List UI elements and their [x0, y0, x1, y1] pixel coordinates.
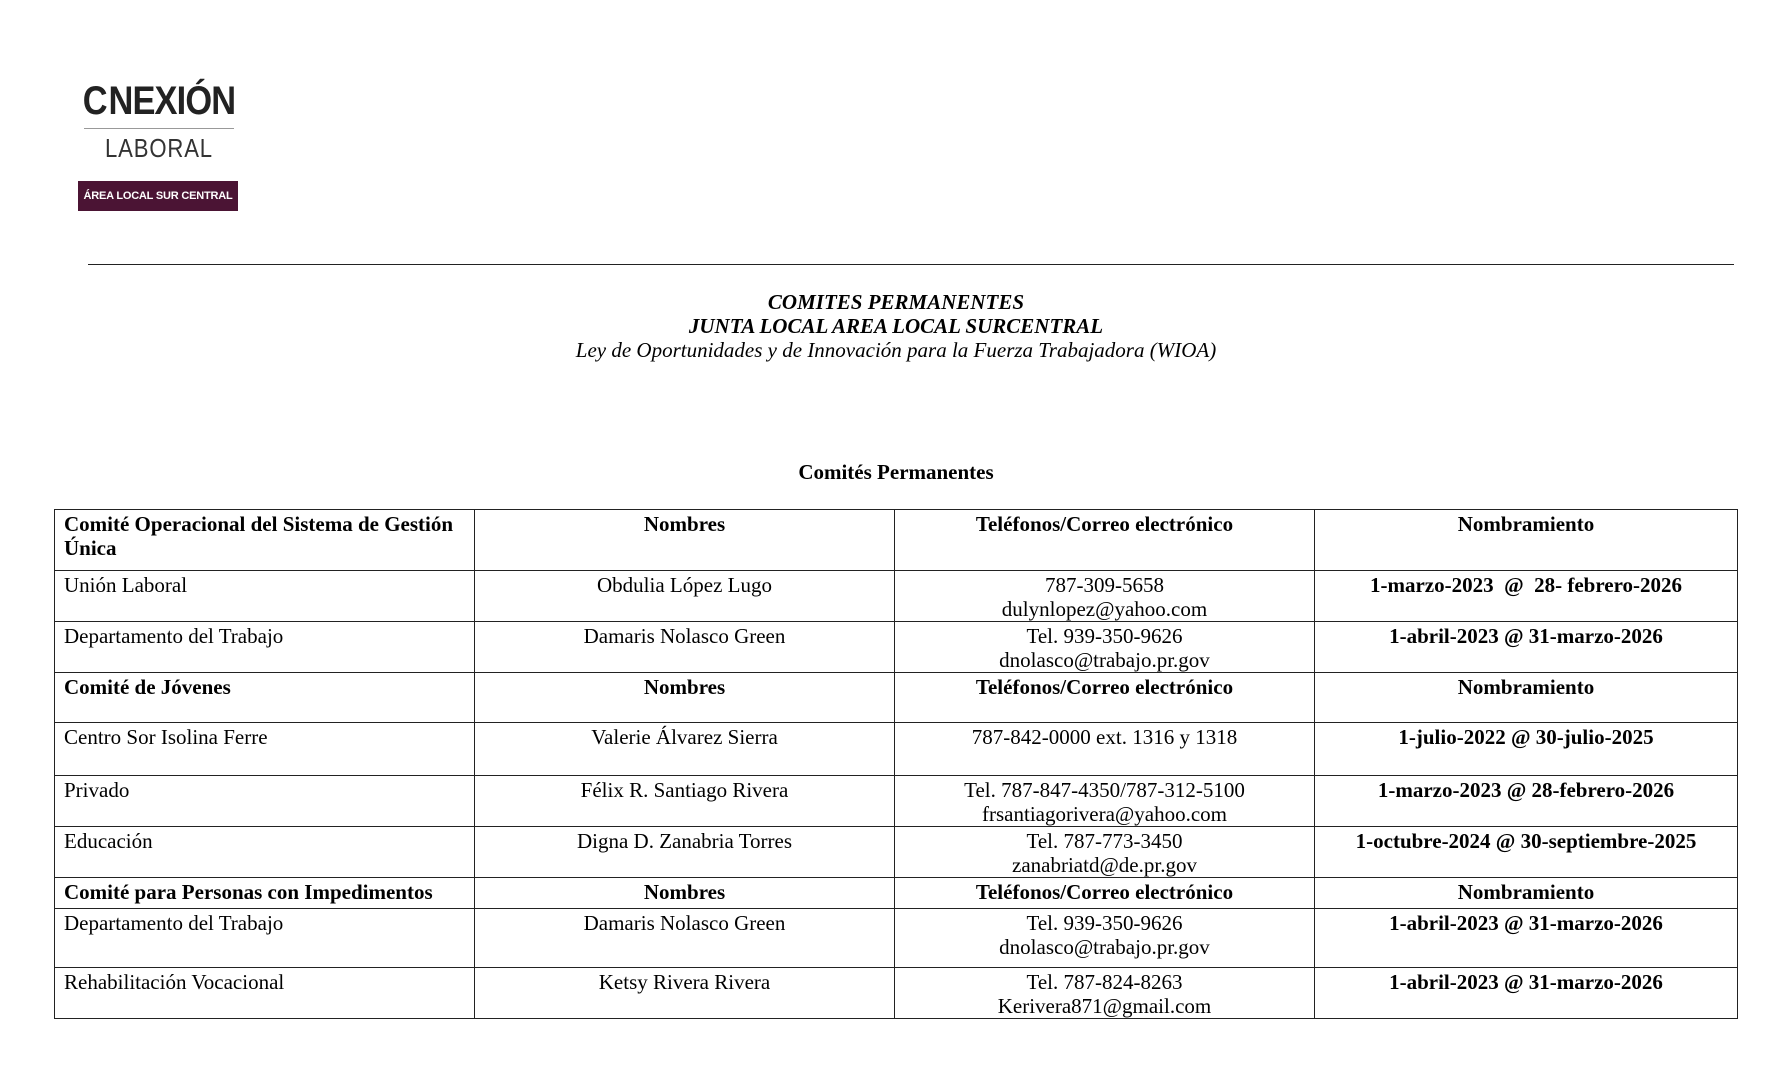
name-cell: Félix R. Santiago Rivera	[475, 776, 895, 827]
term-cell: 1-abril-2023 @ 31-marzo-2026	[1315, 968, 1738, 1019]
phone-text: 787-842-0000 ext. 1316 y 1318	[971, 725, 1238, 749]
term-cell: 1-abril-2023 @ 31-marzo-2026	[1315, 909, 1738, 968]
section-header-row	[55, 510, 1738, 571]
name-cell: Obdulia López Lugo	[475, 571, 895, 622]
heading-line-2: JUNTA LOCAL AREA LOCAL SURCENTRAL	[688, 314, 1104, 338]
org-cell: Unión Laboral	[55, 571, 475, 622]
email-text: dnolasco@trabajo.pr.gov	[999, 935, 1210, 959]
term-cell: 1-octubre-2024 @ 30-septiembre-2025	[1315, 827, 1738, 878]
logo-divider	[84, 128, 234, 129]
committees-table	[54, 509, 1738, 1019]
section-header-row	[55, 673, 1738, 723]
term-cell: 1-marzo-2023 @ 28- febrero-2026	[1315, 571, 1738, 622]
logo-wordmark	[82, 78, 236, 124]
table-row	[55, 968, 1738, 1019]
phone-text: Tel. 787-847-4350/787-312-5100	[964, 778, 1245, 802]
section-header-row	[55, 878, 1738, 909]
table-row	[55, 909, 1738, 968]
document-heading	[0, 290, 1792, 362]
table-row	[55, 827, 1738, 878]
column-header-term: Nombramiento	[1315, 510, 1738, 571]
column-header-names: Nombres	[475, 510, 895, 571]
logo-wordmark-rest: NEXIÓN	[108, 79, 236, 123]
email-text: frsantiagorivera@yahoo.com	[982, 802, 1227, 826]
column-header-contact: Teléfonos/Correo electrónico	[895, 510, 1315, 571]
heading-line-3: Ley de Oportunidades y de Innovación para la Fuerza Trabajadora (WIOA)	[575, 338, 1217, 362]
column-header-contact: Teléfonos/Correo electrónico	[895, 878, 1315, 909]
column-header-term: Nombramiento	[1315, 673, 1738, 723]
contact-cell	[895, 571, 1315, 622]
contact-cell	[895, 968, 1315, 1019]
contact-cell	[895, 909, 1315, 968]
name-cell: Damaris Nolasco Green	[475, 909, 895, 968]
phone-text: 787-309-5658	[1045, 573, 1164, 597]
section-title: Comité para Personas con Impedimentos	[55, 878, 475, 909]
term-cell: 1-julio-2022 @ 30-julio-2025	[1315, 723, 1738, 776]
email-text: dulynlopez@yahoo.com	[1001, 597, 1208, 621]
org-cell: Departamento del Trabajo	[55, 622, 475, 673]
org-cell: Privado	[55, 776, 475, 827]
phone-text: Tel. 939-350-9626	[1026, 911, 1183, 935]
section-title: Comité Operacional del Sistema de Gestión Única	[55, 510, 475, 571]
logo-subword: LABORAL	[105, 133, 213, 163]
column-header-names: Nombres	[475, 878, 895, 909]
column-header-names: Nombres	[475, 673, 895, 723]
logo-band: ÁREA LOCAL SUR CENTRAL	[78, 181, 238, 211]
table-row	[55, 776, 1738, 827]
email-text: dnolasco@trabajo.pr.gov	[999, 648, 1210, 672]
term-cell: 1-marzo-2023 @ 28-febrero-2026	[1315, 776, 1738, 827]
phone-text: Tel. 787-773-3450	[1026, 829, 1183, 853]
org-cell: Departamento del Trabajo	[55, 909, 475, 968]
header-divider	[88, 264, 1734, 265]
org-cell: Centro Sor Isolina Ferre	[55, 723, 475, 776]
phone-text: Tel. 787-824-8263	[1026, 970, 1183, 994]
contact-cell	[895, 622, 1315, 673]
org-cell: Educación	[55, 827, 475, 878]
email-text: Kerivera871@gmail.com	[997, 994, 1212, 1018]
heading-line-1: COMITES PERMANENTES	[767, 290, 1025, 314]
column-header-contact: Teléfonos/Correo electrónico	[895, 673, 1315, 723]
table-row	[55, 571, 1738, 622]
email-text: zanabriatd@de.pr.gov	[1012, 853, 1197, 877]
contact-cell	[895, 827, 1315, 878]
column-header-term: Nombramiento	[1315, 878, 1738, 909]
logo-wordmark-c: C	[82, 79, 107, 123]
table-row	[55, 622, 1738, 673]
section-title: Comité de Jóvenes	[55, 673, 475, 723]
org-cell: Rehabilitación Vocacional	[55, 968, 475, 1019]
term-cell: 1-abril-2023 @ 31-marzo-2026	[1315, 622, 1738, 673]
table-title: Comités Permanentes	[798, 460, 994, 484]
contact-cell	[895, 723, 1315, 776]
name-cell: Damaris Nolasco Green	[475, 622, 895, 673]
name-cell: Valerie Álvarez Sierra	[475, 723, 895, 776]
name-cell: Digna D. Zanabria Torres	[475, 827, 895, 878]
table-row	[55, 723, 1738, 776]
conexion-laboral-logo	[78, 78, 240, 211]
name-cell: Ketsy Rivera Rivera	[475, 968, 895, 1019]
phone-text: Tel. 939-350-9626	[1026, 624, 1183, 648]
contact-cell	[895, 776, 1315, 827]
